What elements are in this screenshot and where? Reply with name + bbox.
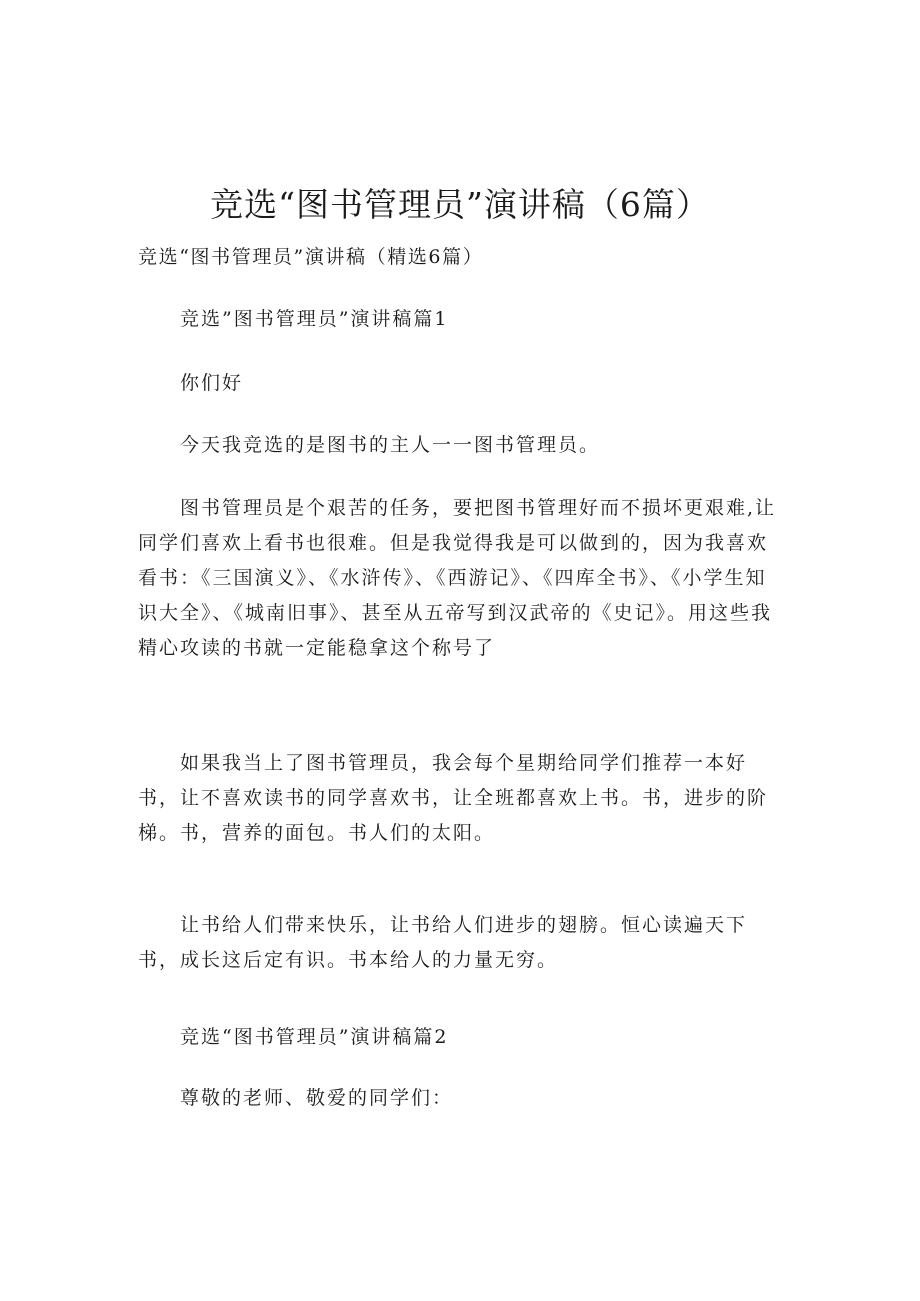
document-title: 竞选“图书管理员”演讲稿（6篇） [210,185,710,224]
paragraph-3: 如果我当上了图书管理员，我会每个星期给同学们推荐一本好书，让不喜欢读书的同学喜欢书，让全班都喜欢上书。书，进步的阶梯。书，营养的面包。书人们的太阳。 [138,752,769,844]
section-heading-1: 竞选”图书管理员”演讲稿篇1 [180,308,449,330]
document-subtitle: 竞选“图书管理员”演讲稿（精选6篇） [138,246,484,268]
paragraph-4: 让书给人们带来快乐，让书给人们进步的翅膀。恒心读遍天下书，成长这后定有识。书本给人的力量无穷。 [138,914,748,971]
section-heading-2: 竞选“图书管理员”演讲稿篇2 [180,1026,449,1048]
paragraph-2: 图书管理员是个艰苦的任务，要把图书管理好而不损坏更艰难,让同学们喜欢上看书也很难。但是我觉得我是可以做到的，因为我喜欢看书：《三国演义》、《水浒传》、《西游记》、《四库全书》、《小学生知识大全》、《城南旧事》、甚至从五帝写到汉武帝的《史记》。用这些我精心攻读的书就一定能稳拿这个称号了 [138,497,777,659]
greeting: 你们好 [180,372,244,394]
paragraph-5: 尊敬的老师、敬爱的同学们： [180,1087,454,1109]
paragraph-1: 今天我竞选的是图书的主人一一图书管理员。 [180,434,601,456]
